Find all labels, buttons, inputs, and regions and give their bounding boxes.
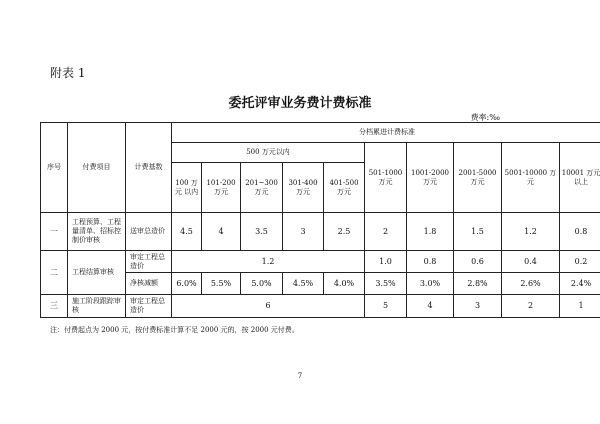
- fee-standard-table: [40, 122, 600, 318]
- header-band-2001-5000: 2001-5000 万元: [454, 143, 502, 213]
- row2b-value: 4.0%: [324, 273, 365, 295]
- row2b-value: 6.0%: [172, 273, 202, 295]
- row2b-value: 2.4%: [560, 273, 600, 295]
- row1-value: 0.8: [560, 213, 600, 251]
- header-band-401-500: 401-500 万元: [324, 163, 365, 213]
- document-title: 委托评审业务费计费标准: [228, 96, 372, 111]
- row2b-value: 5.5%: [202, 273, 241, 295]
- row2-value: 0.4: [502, 251, 560, 273]
- row1-value: 4.5: [172, 213, 202, 251]
- row3-seq: 三: [41, 295, 68, 318]
- row1-item: 工程预算、工程量清单、招标控制价审核: [68, 213, 126, 251]
- row1-value: 4: [202, 213, 241, 251]
- row2b-value: 5.0%: [241, 273, 283, 295]
- row3-value: 2: [502, 295, 560, 318]
- appendix-label: 附表 1: [50, 66, 86, 80]
- row2-seq: 二: [41, 251, 68, 295]
- row3-base: 审定工程总造价: [126, 295, 172, 318]
- row1-value: 3.5: [241, 213, 283, 251]
- header-under-500: 500 万元以内: [172, 143, 365, 163]
- row3-value: 3: [454, 295, 502, 318]
- row2-value: 0.2: [560, 251, 600, 273]
- row3-item: 施工阶段跟踪审核: [68, 295, 126, 318]
- row2b-value: 3.5%: [365, 273, 407, 295]
- header-band-5001-10000: 5001-10000 万元: [502, 143, 560, 213]
- header-seq: 序号: [41, 123, 68, 213]
- header-band-301-400: 301-400 万元: [283, 163, 324, 213]
- row3-value: 4: [407, 295, 454, 318]
- row2b-value: 3.0%: [407, 273, 454, 295]
- header-cumulative: 分档累进计费标准: [172, 123, 600, 143]
- page-number: 7: [297, 372, 303, 380]
- row1-value: 2: [365, 213, 407, 251]
- row2b-value: 2.8%: [454, 273, 502, 295]
- header-item: 付费项目: [68, 123, 126, 213]
- header-band-501-1000: 501-1000 万元: [365, 143, 407, 213]
- row2-base-b: 净核减额: [126, 273, 172, 295]
- row3-value: 5: [365, 295, 407, 318]
- header-band-1001-2000: 1001-2000 万元: [407, 143, 454, 213]
- row1-value: 2.5: [324, 213, 365, 251]
- row2-value: 0.8: [407, 251, 454, 273]
- row3-value: 1: [560, 295, 600, 318]
- row1-base: 送审总造价: [126, 213, 172, 251]
- header-band-10001-plus: 10001 万元 以上: [560, 143, 600, 213]
- header-band-101-200: 101-200 万元: [202, 163, 241, 213]
- row1-value: 1.2: [502, 213, 560, 251]
- footnote: 注：付费起点为 2000 元，按付费标准计算不足 2000 元的，按 2000 元付费。: [50, 326, 299, 334]
- row1-seq: 一: [41, 213, 68, 251]
- row1-value: 1.8: [407, 213, 454, 251]
- header-band-0-100: 100 万元 以内: [172, 163, 202, 213]
- row2-merged-value: 1.2: [172, 251, 365, 273]
- row2-item: 工程结算审核: [68, 251, 126, 295]
- row2-base-a: 审定工程总造价: [126, 251, 172, 273]
- header-base: 计费基数: [126, 123, 172, 213]
- row1-value: 1.5: [454, 213, 502, 251]
- rate-unit: 费率:‰: [470, 113, 500, 122]
- header-band-201-300: 201~300 万元: [241, 163, 283, 213]
- row2-value: 0.6: [454, 251, 502, 273]
- row2b-value: 2.6%: [502, 273, 560, 295]
- row1-value: 3: [283, 213, 324, 251]
- row2-value: 1.0: [365, 251, 407, 273]
- row2b-value: 4.5%: [283, 273, 324, 295]
- row3-merged-value: 6: [172, 295, 365, 318]
